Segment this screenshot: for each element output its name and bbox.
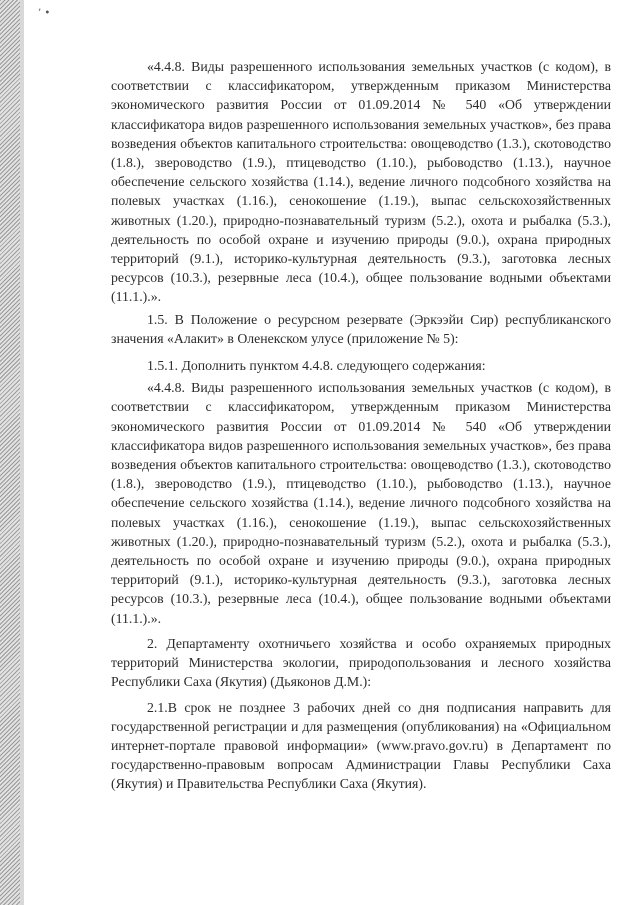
scan-binding-edge <box>0 0 20 905</box>
scan-edge-shadow <box>20 0 24 905</box>
paragraph-4-4-8-first: «4.4.8. Виды разрешенного использования земельных участков (с кодом), в соответствии с классификатором, утвержденным приказом Министерства экономического развития России от 01.09.2014 № 540 «Об утверждении классификатора видов разрешенного использования земельных участков», без права возведения объектов капитального строительства: овощеводство (1.3.), скотоводство (1.8.), звероводство (1.9.), птицеводство (1.10.), рыбоводство (1.13.), научное обеспечение сельского хозяйства (1.14.), ведение личного подсобного хозяйства на полевых участках (1.16.), сенокошение (1.19.), выпас сельскохозяйственных животных (1.20.), природно-познавательный туризм (5.2.), охота и рыбалка (5.3.), деятельность по особой охране и изучению природы (9.0.), охрана природных территорий (9.1.), историко-культурная деятельность (9.3.), заготовка лесных ресурсов (10.3.), резервные леса (10.4.), общее пользование водными объектами (11.1.).». <box>111 59 611 305</box>
paragraph-4-4-8-second: «4.4.8. Виды разрешенного использования земельных участков (с кодом), в соответствии с классификатором, утвержденным приказом Министерства экономического развития России от 01.09.2014 № 540 «Об утверждении классификатора видов разрешенного использования земельных участков», без права возведения объектов капитального строительства: овощеводство (1.3.), скотоводство (1.8.), звероводство (1.9.), птицеводство (1.10.), рыбоводство (1.13.), научное обеспечение сельского хозяйства (1.14.), ведение личного подсобного хозяйства на полевых участках (1.16.), сенокошение (1.19.), выпас сельскохозяйственных животных (1.20.), природно-познавательный туризм (5.2.), охота и рыбалка (5.3.), деятельность по особой охране и изучению природы (9.0.), охрана природных территорий (9.1.), историко-культурная деятельность (9.3.), заготовка лесных ресурсов (10.3.), резервные леса (10.4.), общее пользование водными объектами (11.1.).». <box>111 380 611 626</box>
paragraph-2-1: 2.1.В срок не позднее 3 рабочих дней со дня подписания направить для государственной регистрации и для размещения (опубликования) на «Официальном интернет-портале правовой информации» (www.pravo.gov.ru) в Департамент по государственно-правовым вопросам Администрации Главы Республики Саха (Якутия) и Правительства Республики Саха (Якутия). <box>111 699 611 792</box>
corner-marks: ’ • <box>38 8 51 19</box>
document-page <box>111 57 611 794</box>
paragraph-1-5-1: 1.5.1. Дополнить пунктом 4.4.8. следующего содержания: <box>147 358 486 374</box>
paragraph-2: 2. Департаменту охотничьего хозяйства и особо охраняемых природных территорий Министерства экологии, природопользования и лесного хозяйства Республики Саха (Якутия) (Дьяконов Д.М.): <box>111 635 611 690</box>
paragraph-1-5: 1.5. В Положение о ресурсном резервате (Эркээйи Сир) республиканского значения «Алакит» в Оленекском улусе (приложение № 5): <box>111 311 611 346</box>
